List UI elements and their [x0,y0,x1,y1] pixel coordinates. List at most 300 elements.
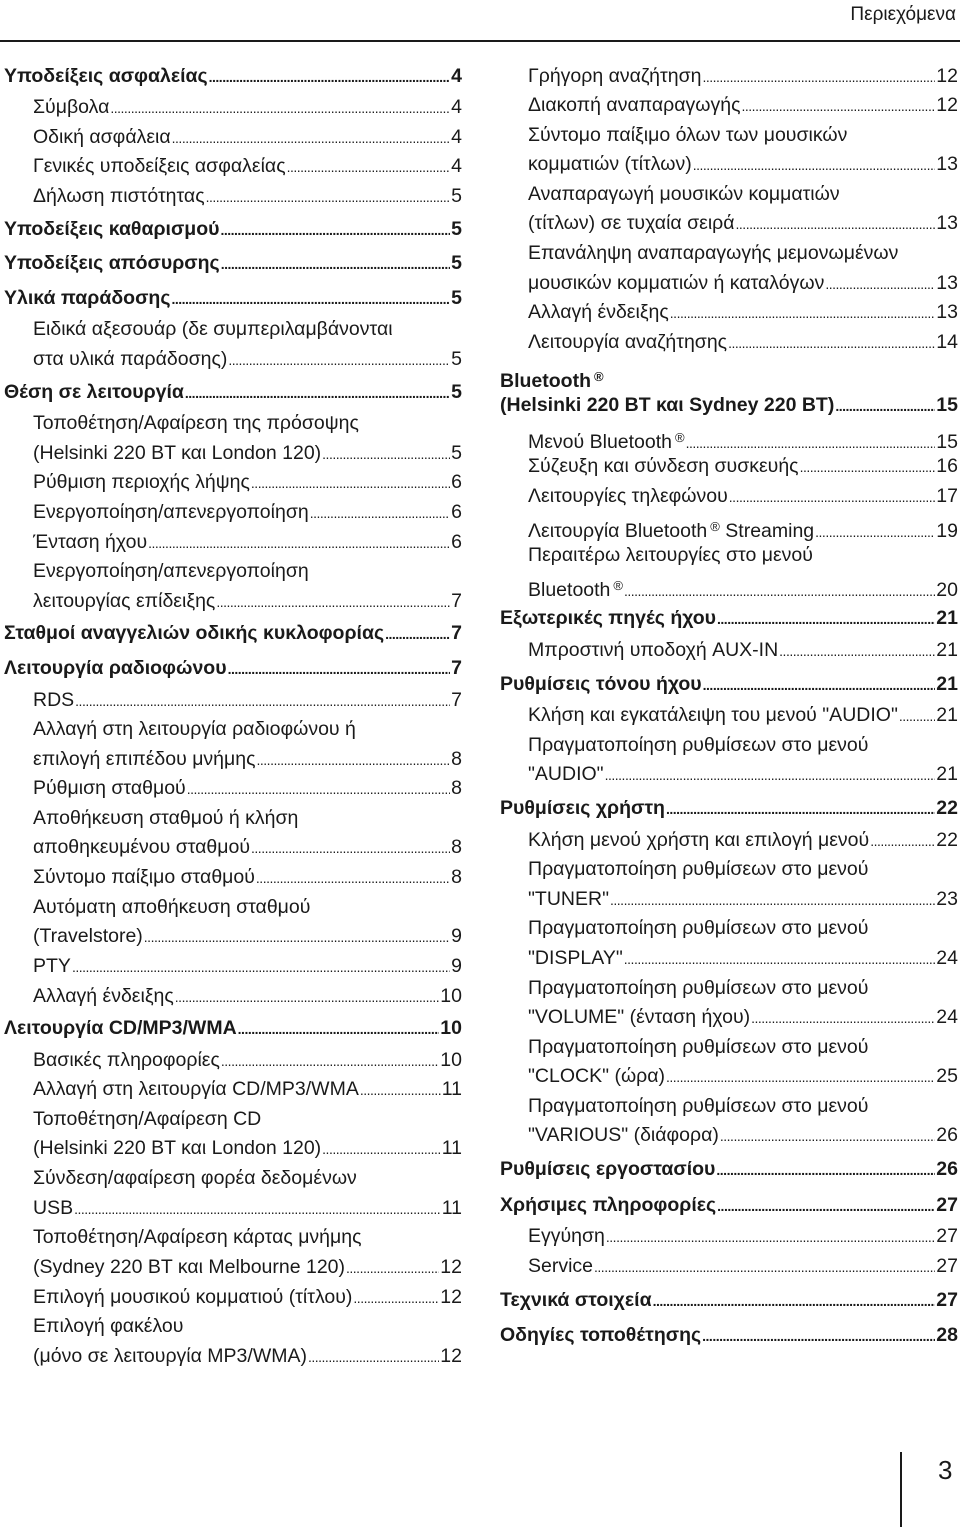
toc-entry-line [33,982,462,1012]
toc-page-number: 17 [936,484,958,507]
toc-subsection-entry[interactable] [4,93,462,123]
toc-page-number: 5 [451,286,462,309]
toc-entry-line [4,378,462,408]
dot-leader [870,827,935,857]
dot-leader [346,1254,439,1284]
toc-subsection-entry[interactable] [500,423,958,453]
toc-entry-title: Υποδείξεις ασφαλείας [4,64,208,87]
toc-page-number: 4 [451,64,462,87]
toc-entry-title: Service [528,1254,594,1277]
toc-page-number: 10 [440,984,462,1007]
toc-page-number: 23 [936,887,958,910]
toc-entry-line [528,760,958,790]
toc-entry-line [528,944,958,974]
toc-entry-title: RDS [33,688,75,711]
dot-leader [185,379,450,409]
toc-entry-line [33,345,462,375]
toc-entry-title: Αναπαραγωγή μουσικών κομματιών [528,182,840,205]
dot-leader [605,761,936,791]
toc-page-number: 12 [440,1285,462,1308]
dot-leader [742,92,936,122]
toc-entry-line [500,362,958,392]
toc-subsection-entry[interactable] [4,182,462,212]
toc-section-entry[interactable] [500,1286,958,1316]
toc-page-number: 7 [451,656,462,679]
toc-entry-title: Τοποθέτηση/Αφαίρεση CD [33,1107,262,1130]
toc-entry-title: Κλήση και εγκατάλειψη του μενού "AUDIO" [528,704,898,727]
toc-entry-title: Ενεργοποίηση/απενεργοποίηση [33,560,309,583]
toc-page-number: 13 [936,212,958,235]
toc-page-number: 6 [451,500,462,523]
toc-subsection-entry[interactable] [500,914,958,973]
toc-entry-title: Πραγματοποίηση ρυθμίσεων στο μενού [528,917,869,940]
dot-leader [702,1322,935,1352]
toc-entry-line [500,1321,958,1351]
dot-leader [353,1284,439,1314]
page-header [0,0,960,40]
dot-leader [385,620,450,650]
toc-page-number: 8 [451,836,462,859]
toc-subsection-entry[interactable] [500,298,958,328]
dot-leader [287,153,451,183]
dot-leader [624,945,936,975]
dot-leader [74,1195,441,1225]
dot-leader [779,637,935,667]
toc-subsection-entry[interactable] [500,974,958,1033]
toc-entry-title: Υλικά παράδοσης [4,286,171,309]
toc-page-number: 15 [936,394,958,417]
toc-entry-title: Μενού Bluetooth ® [528,429,685,453]
dot-leader [228,346,450,376]
dot-leader [172,124,450,154]
toc-entry-title: Γρήγορη αναζήτηση [528,64,702,87]
toc-subsection-entry[interactable] [4,774,462,804]
toc-entry-title: Bluetooth ® [500,368,604,392]
toc-entry-title: Λειτουργία CD/MP3/WMA [4,1017,237,1040]
toc-entry-title: Τοποθέτηση/Αφαίρεση της πρόσοψης [33,412,359,435]
toc-page-number: 21 [936,638,958,661]
toc-entry-title: USB [33,1196,74,1219]
toc-entry-line [528,974,958,1004]
toc-entry-title: Ρυθμίσεις χρήστη [500,796,665,819]
toc-entry-line [528,512,958,542]
toc-subsection-entry[interactable] [500,512,958,542]
toc-entry-line [528,1092,958,1122]
toc-entry-title: Πραγματοποίηση ρυθμίσεων στο μενού [528,976,869,999]
toc-entry-title: Χρήσιμες πληροφορίες [500,1193,717,1216]
dot-leader [144,923,450,953]
toc-entry-line [4,654,462,684]
toc-page-number: 15 [936,430,958,453]
toc-entry-line [528,1222,958,1252]
registered-mark: ® [710,518,720,534]
toc-entry-line [4,619,462,649]
toc-entry-title: Λειτουργία αναζήτησης [528,330,728,353]
dot-leader [187,775,450,805]
toc-section-entry[interactable] [4,249,462,279]
toc-entry-line [528,452,958,482]
toc-subsection-entry[interactable] [4,1164,462,1223]
toc-entry-line [33,863,462,893]
toc-section-entry[interactable] [4,619,462,649]
toc-page-number: 8 [451,777,462,800]
dot-leader [256,864,450,894]
toc-entry-title: Ρύθμιση περιοχής λήψης [33,471,250,494]
toc-subsection-entry[interactable] [500,452,958,482]
toc-subsection-entry[interactable] [4,804,462,863]
toc-entry-line [528,1003,958,1033]
toc-entry-title: Επιλογή μουσικού κομματιού (τίτλου) [33,1285,353,1308]
toc-entry-line [33,182,462,212]
dot-leader [736,210,936,240]
dot-leader [251,469,450,499]
toc-entry-title: Μπροστινή υποδοχή AUX-IN [528,638,779,661]
page-number: 3 [938,1455,953,1485]
toc-entry-line [500,670,958,700]
toc-subsection-entry[interactable] [4,1312,462,1371]
toc-subsection-entry[interactable] [500,541,958,600]
toc-entry-title: Σταθμοί αναγγελιών οδικής κυκλοφορίας [4,622,385,645]
toc-page-number: 21 [936,763,958,786]
toc-page-number: 6 [451,530,462,553]
toc-entry-line [33,1342,462,1372]
toc-page-number: 22 [936,796,958,819]
toc-subsection-entry[interactable] [4,715,462,774]
toc-entry-title: Βασικές πληροφορίες [33,1048,220,1071]
toc-entry-title: "VOLUME" (ένταση ήχου) [528,1006,751,1029]
toc-entry-title: PTY [33,954,71,977]
toc-subsection-entry[interactable] [500,121,958,180]
toc-entry-title: Θέση σε λειτουργία [4,380,184,403]
toc-entry-title: Bluetooth ® [528,577,623,601]
toc-entry-line [528,1033,958,1063]
toc-entry-title: (Helsinki 220 BT και London 120) [33,1137,322,1160]
toc-entry-line [33,468,462,498]
registered-mark: ® [675,429,685,445]
toc-entry-line [33,315,462,345]
dot-leader [666,1063,935,1093]
dot-leader [110,94,450,124]
toc-page-number: 5 [451,441,462,464]
toc-entry-title: "VARIOUS" (διάφορα) [528,1124,719,1147]
toc-entry-title: "CLOCK" (ώρα) [528,1065,666,1088]
toc-section-entry[interactable] [4,62,462,92]
dot-leader [666,795,935,825]
toc-entry-line [33,833,462,863]
toc-entry-line [528,826,958,856]
toc-page-number: 8 [451,866,462,889]
toc-entry-title: Σύντομο παίξιμο όλων των μουσικών [528,123,848,146]
toc-page-number: 21 [936,672,958,695]
toc-page-number: 27 [936,1225,958,1248]
toc-page-number: 11 [441,1078,462,1101]
toc-entry-title: Ρύθμιση σταθμού [33,777,186,800]
toc-section-entry[interactable] [500,362,958,421]
toc-entry-title: Αλλαγή ένδειξης [33,984,174,1007]
toc-section-entry[interactable] [500,604,958,634]
toc-entry-line [33,1164,462,1194]
toc-entry-line [528,121,958,151]
toc-entry-title: Ρυθμίσεις τόνου ήχου [500,672,702,695]
toc-page-number: 14 [936,330,958,353]
toc-entry-line [528,482,958,512]
toc-entry-line [528,731,958,761]
toc-subsection-entry[interactable] [500,731,958,790]
toc-entry-title: (Helsinki 220 BT και Sydney 220 BT) [500,394,835,417]
toc-entry-line [500,1191,958,1221]
toc-subsection-entry[interactable] [500,91,958,121]
toc-entry-title: Λειτουργία ραδιοφώνου [4,656,227,679]
toc-subsection-entry[interactable] [4,1046,462,1076]
toc-subsection-entry[interactable] [500,239,958,298]
toc-subsection-entry[interactable] [4,123,462,153]
toc-entry-title: Εγγύηση [528,1225,605,1248]
toc-page-number: 27 [936,1288,958,1311]
toc-entry-line [528,269,958,299]
toc-entry-line [500,794,958,824]
toc-page-number: 7 [451,589,462,612]
toc-subsection-entry[interactable] [4,152,462,182]
dot-leader [308,1343,439,1373]
toc-subsection-entry[interactable] [4,686,462,716]
toc-entry-line [33,409,462,439]
toc-entry-line [4,284,462,314]
toc-entry-title: Εξωτερικές πηγές ήχου [500,607,717,630]
toc-subsection-entry[interactable] [4,557,462,616]
toc-entry-title: λειτουργίας επίδειξης [33,589,216,612]
toc-entry-title: κομματιών (τίτλων) [528,153,692,176]
toc-entry-title: Ρυθμίσεις εργοστασίου [500,1158,716,1181]
dot-leader [322,440,450,470]
toc-subsection-entry[interactable] [500,482,958,512]
toc-entry-line [528,701,958,731]
toc-entry-line [33,1312,462,1342]
toc-subsection-entry[interactable] [4,468,462,498]
toc-page-number: 11 [441,1137,462,1160]
toc-subsection-entry[interactable] [4,952,462,982]
registered-mark: ® [613,577,623,593]
toc-entry-line [528,1121,958,1151]
toc-entry-line [33,439,462,469]
toc-page-number: 24 [936,1006,958,1029]
toc-section-entry[interactable] [4,378,462,408]
toc-entry-line [33,952,462,982]
toc-section-entry[interactable] [500,1191,958,1221]
toc-subsection-entry[interactable] [4,409,462,468]
toc-subsection-entry[interactable] [500,826,958,856]
toc-entry-line [528,328,958,358]
dot-leader [171,285,450,315]
toc-section-entry[interactable] [4,215,462,245]
dot-leader [606,1223,935,1253]
dot-leader [624,577,935,607]
toc-entry-line [33,1253,462,1283]
toc-section-entry[interactable] [500,1155,958,1185]
toc-subsection-entry[interactable] [4,893,462,952]
toc-entry-line [33,123,462,153]
dot-leader [228,655,451,685]
toc-entry-title: Περαιτέρω λειτουργίες στο μενού [528,544,813,567]
toc-entry-title: Κλήση μενού χρήστη και επιλογή μενού [528,828,870,851]
toc-page-number: 27 [936,1193,958,1216]
toc-page-number: 26 [936,1124,958,1147]
toc-entry-line [528,62,958,92]
dot-leader [257,746,451,776]
toc-entry-title: Σύντομο παίξιμο σταθμού [33,866,255,889]
toc-page-number: 25 [936,1065,958,1088]
toc-entry-line [33,498,462,528]
toc-page-number: 27 [936,1254,958,1277]
toc-entry-title: Οδική ασφάλεια [33,125,171,148]
toc-entry-line [528,209,958,239]
toc-page-number: 7 [451,688,462,711]
toc-subsection-entry[interactable] [500,1033,958,1092]
toc-section-entry[interactable] [4,284,462,314]
toc-entry-title: στα υλικά παράδοσης) [33,347,228,370]
dot-leader [717,605,935,635]
dot-leader [825,270,935,300]
toc-entry-line [33,804,462,834]
toc-entry-title: Αυτόματη αποθήκευση σταθμού [33,895,311,918]
toc-entry-title: (Helsinki 220 BT και London 120) [33,441,322,464]
dot-leader [702,63,935,93]
dot-leader [716,1156,935,1186]
toc-entry-title: Πραγματοποίηση ρυθμίσεων στο μενού [528,1035,869,1058]
toc-entry-line [33,528,462,558]
toc-entry-line [33,1194,462,1224]
toc-subsection-entry[interactable] [500,1092,958,1151]
toc-subsection-entry[interactable] [500,636,958,666]
toc-page-number: 13 [936,153,958,176]
dot-leader [729,483,936,513]
dot-leader [251,834,450,864]
toc-entry-title: Λειτουργία Bluetooth ® Streaming [528,518,815,542]
toc-entry-title: Σύζευξη και σύνδεση συσκευής [528,455,799,478]
toc-entry-title: Επανάληψη αναπαραγωγής μεμονωμένων [528,242,899,265]
toc-entry-line [528,885,958,915]
toc-entry-line [33,1134,462,1164]
toc-section-entry[interactable] [500,1321,958,1351]
toc-subsection-entry[interactable] [500,1222,958,1252]
toc-page-number: 8 [451,747,462,770]
toc-entry-line [528,571,958,601]
toc-entry-line [528,91,958,121]
toc-entry-title: (τίτλων) σε τυχαία σειρά [528,212,735,235]
toc-subsection-entry[interactable] [4,863,462,893]
toc-entry-title: Αλλαγή στη λειτουργία CD/MP3/WMA [33,1078,359,1101]
toc-subsection-entry[interactable] [4,498,462,528]
dot-leader [221,250,450,280]
toc-entry-title: "DISPLAY" [528,946,623,969]
dot-leader [238,1015,440,1045]
toc-page-number: 9 [451,954,462,977]
toc-page-number: 12 [440,1255,462,1278]
dot-leader [209,63,451,93]
toc-subsection-entry[interactable] [4,1223,462,1282]
dot-leader [835,392,935,422]
dot-leader [72,953,450,983]
dot-leader [221,1047,439,1077]
toc-subsection-entry[interactable] [500,180,958,239]
toc-page-number: 12 [440,1344,462,1367]
toc-entry-line [500,391,958,421]
header-rule [0,40,960,42]
toc-entry-line [33,922,462,952]
toc-entry-title: Υποδείξεις απόσυρσης [4,252,220,275]
dot-leader [220,216,450,246]
toc-entry-title: Επιλογή φακέλου [33,1315,184,1338]
toc-entry-line [528,914,958,944]
toc-page-number: 5 [451,217,462,240]
toc-entry-line [4,249,462,279]
toc-subsection-entry[interactable] [500,701,958,731]
dot-leader [310,499,450,529]
dot-leader [800,453,936,483]
toc-section-entry[interactable] [500,670,958,700]
toc-page-number: 28 [936,1324,958,1347]
toc-page-number: 5 [451,347,462,370]
toc-page-number: 11 [441,1196,462,1219]
dot-leader [594,1253,935,1283]
toc-page-number: 12 [936,64,958,87]
toc-entry-title: Σύνδεση/αφαίρεση φορέα δεδομένων [33,1167,357,1190]
toc-entry-line [33,1283,462,1313]
toc-entry-line [528,541,958,571]
toc-page-number: 5 [451,380,462,403]
dot-leader [703,671,936,701]
toc-subsection-entry[interactable] [4,1283,462,1313]
toc-entry-line [528,239,958,269]
toc-entry-title: (μόνο σε λειτουργία MP3/WMA) [33,1344,307,1367]
toc-entry-line [33,893,462,923]
toc-subsection-entry[interactable] [4,315,462,374]
toc-entry-line [33,774,462,804]
toc-entry-line [33,1075,462,1105]
dot-leader [653,1287,936,1317]
toc-page-number: 5 [451,184,462,207]
header-title: Περιεχόμενα [850,4,956,25]
toc-entry-line [4,62,462,92]
toc-page-number: 21 [936,704,958,727]
toc-section-entry[interactable] [4,654,462,684]
toc-subsection-entry[interactable] [500,328,958,358]
toc-page-number: 9 [451,925,462,948]
toc-entry-line [33,1223,462,1253]
toc-subsection-entry[interactable] [500,62,958,92]
toc-section-entry[interactable] [500,794,958,824]
toc-page-number: 10 [440,1048,462,1071]
toc-entry-title: Τοποθέτηση/Αφαίρεση κάρτας μνήμης [33,1226,362,1249]
toc-page-number: 4 [451,125,462,148]
toc-entry-title: μουσικών κομματιών ή καταλόγων [528,271,825,294]
toc-entry-line [528,150,958,180]
toc-entry-line [33,745,462,775]
toc-subsection-entry[interactable] [500,855,958,914]
toc-section-entry[interactable] [4,1014,462,1044]
toc-subsection-entry[interactable] [4,528,462,558]
dot-leader [206,183,451,213]
toc-subsection-entry[interactable] [4,982,462,1012]
toc-entry-title: "TUNER" [528,887,610,910]
toc-entry-line [528,423,958,453]
toc-subsection-entry[interactable] [500,1252,958,1282]
toc-entry-line [33,1046,462,1076]
toc-entry-line [33,152,462,182]
toc-page-number: 21 [936,607,958,630]
toc-subsection-entry[interactable] [4,1105,462,1164]
toc-subsection-entry[interactable] [4,1075,462,1105]
toc-entry-line [528,1062,958,1092]
